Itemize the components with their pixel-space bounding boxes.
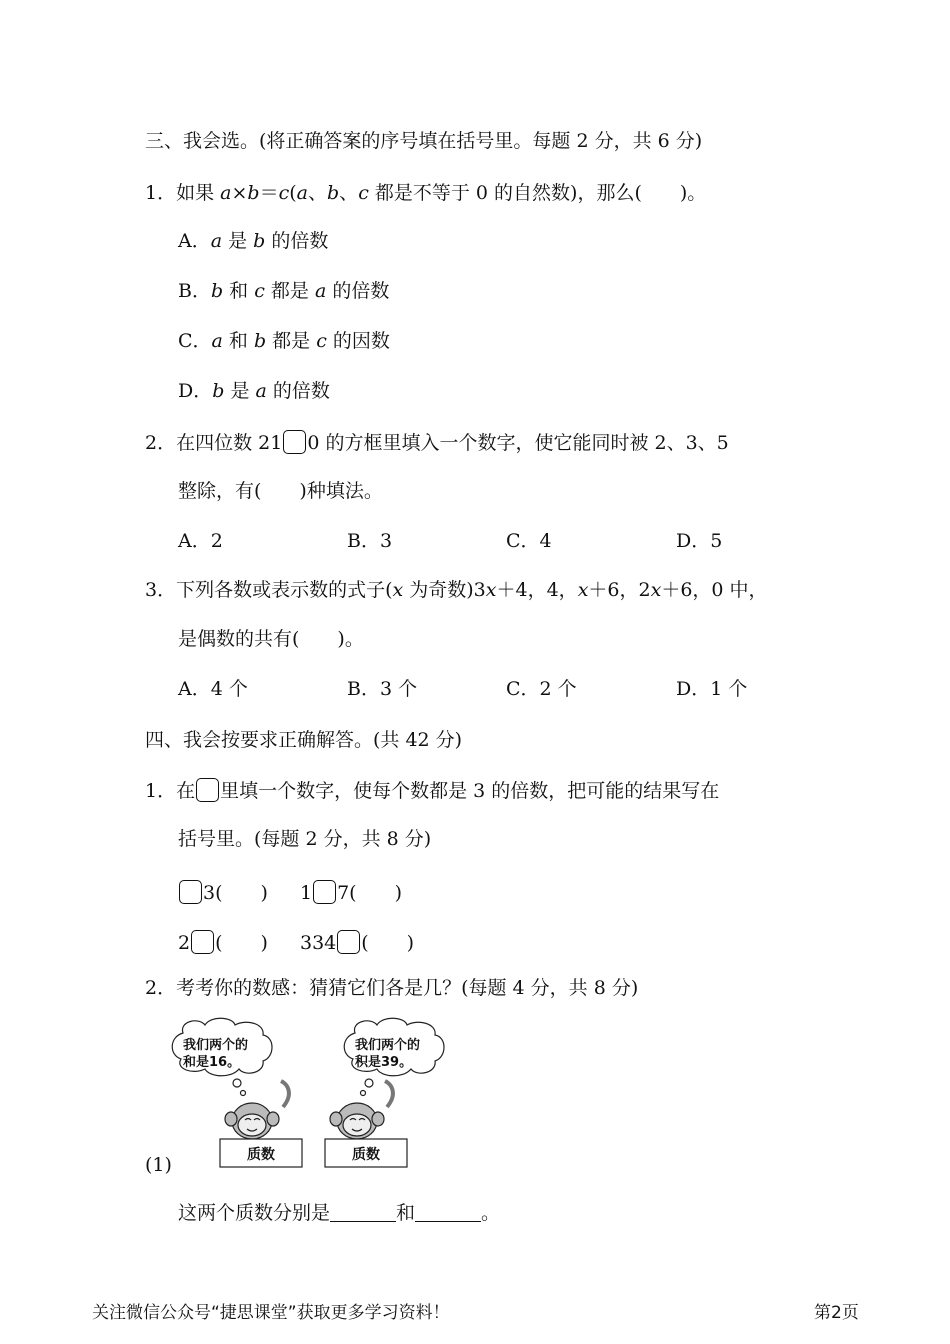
answer-blank-2[interactable] [415,1201,481,1222]
q3-option-d[interactable]: D．1 个 [676,678,748,700]
bubble-left-text: 我们两个的 和是16。 [183,1038,249,1070]
q2-option-a[interactable]: A．2 [178,530,223,552]
q1-stem: 1．如果 a×b＝c(a、b、c 都是不等于 0 的自然数)，那么( )。 [145,182,707,204]
answer-blank-1[interactable] [330,1201,396,1222]
q2-stem-line1: 2．在四位数 21 0 的方框里填入一个数字，使它能同时被 2、3、5 [145,432,729,454]
section3-title: 三、我会选。(将正确答案的序号填在括号里。每题 2 分，共 6 分) [145,130,703,152]
fill-box[interactable] [191,930,214,954]
q2-option-b[interactable]: B．3 [347,530,393,552]
s4-q1-line2: 括号里。(每题 2 分，共 8 分) [178,828,432,850]
q2-stem-line2: 整除，有( )种填法。 [178,480,383,502]
sub-label: (1) [145,1154,172,1176]
fill-box[interactable] [337,930,360,954]
q1-option-c[interactable]: C．a 和 b 都是 c 的因数 [178,330,390,352]
q1-option-b[interactable]: B．b 和 c 都是 a 的倍数 [178,280,390,302]
answer-line: 这两个质数分别是 和 。 [178,1202,501,1224]
page-number: 第2页 [814,1303,859,1323]
q1-option-d[interactable]: D．b 是 a 的倍数 [178,380,330,402]
fill-box[interactable] [179,880,202,904]
q2-option-d[interactable]: D．5 [676,530,723,552]
sign-left-label: 质数 [247,1147,275,1163]
q3-stem-line2: 是偶数的共有( )。 [178,628,364,650]
q3-stem-line1: 3．下列各数或表示数的式子(x 为奇数)3x＋4，4，x＋6，2x＋6，0 中， [145,579,768,601]
s4-q1-item-a[interactable]: 3( ) [178,880,268,906]
s4-q1-line1: 1．在 里填一个数字，使每个数都是 3 的倍数，把可能的结果写在 [145,780,720,802]
s4-q1-item-d[interactable]: 334 ( ) [300,932,415,954]
bubble-right-text: 我们两个的 积是39。 [355,1038,421,1070]
sign-right-label: 质数 [352,1147,380,1163]
q2-option-c[interactable]: C．4 [506,530,552,552]
fill-box[interactable] [283,430,306,454]
fill-box [196,778,219,802]
section4-title: 四、我会按要求正确解答。(共 42 分) [145,729,463,751]
q3-option-b[interactable]: B．3 个 [347,678,418,700]
fill-box[interactable] [313,880,336,904]
footer-promo: 关注微信公众号“捷思课堂”获取更多学习资料！ [92,1303,450,1323]
monkeys-illustration [165,1015,465,1175]
monkey-right [330,1081,393,1139]
s4-q1-item-b[interactable]: 1 7( ) [300,882,403,904]
q3-option-c[interactable]: C．2 个 [506,678,577,700]
monkey-left [225,1081,289,1139]
q1-option-a[interactable]: A．a 是 b 的倍数 [178,230,329,252]
s4-q1-item-c[interactable]: 2 ( ) [178,932,268,954]
s4-q2-title: 2．考考你的数感：猜猜它们各是几？(每题 4 分，共 8 分) [145,977,639,999]
q3-option-a[interactable]: A．4 个 [178,678,248,700]
